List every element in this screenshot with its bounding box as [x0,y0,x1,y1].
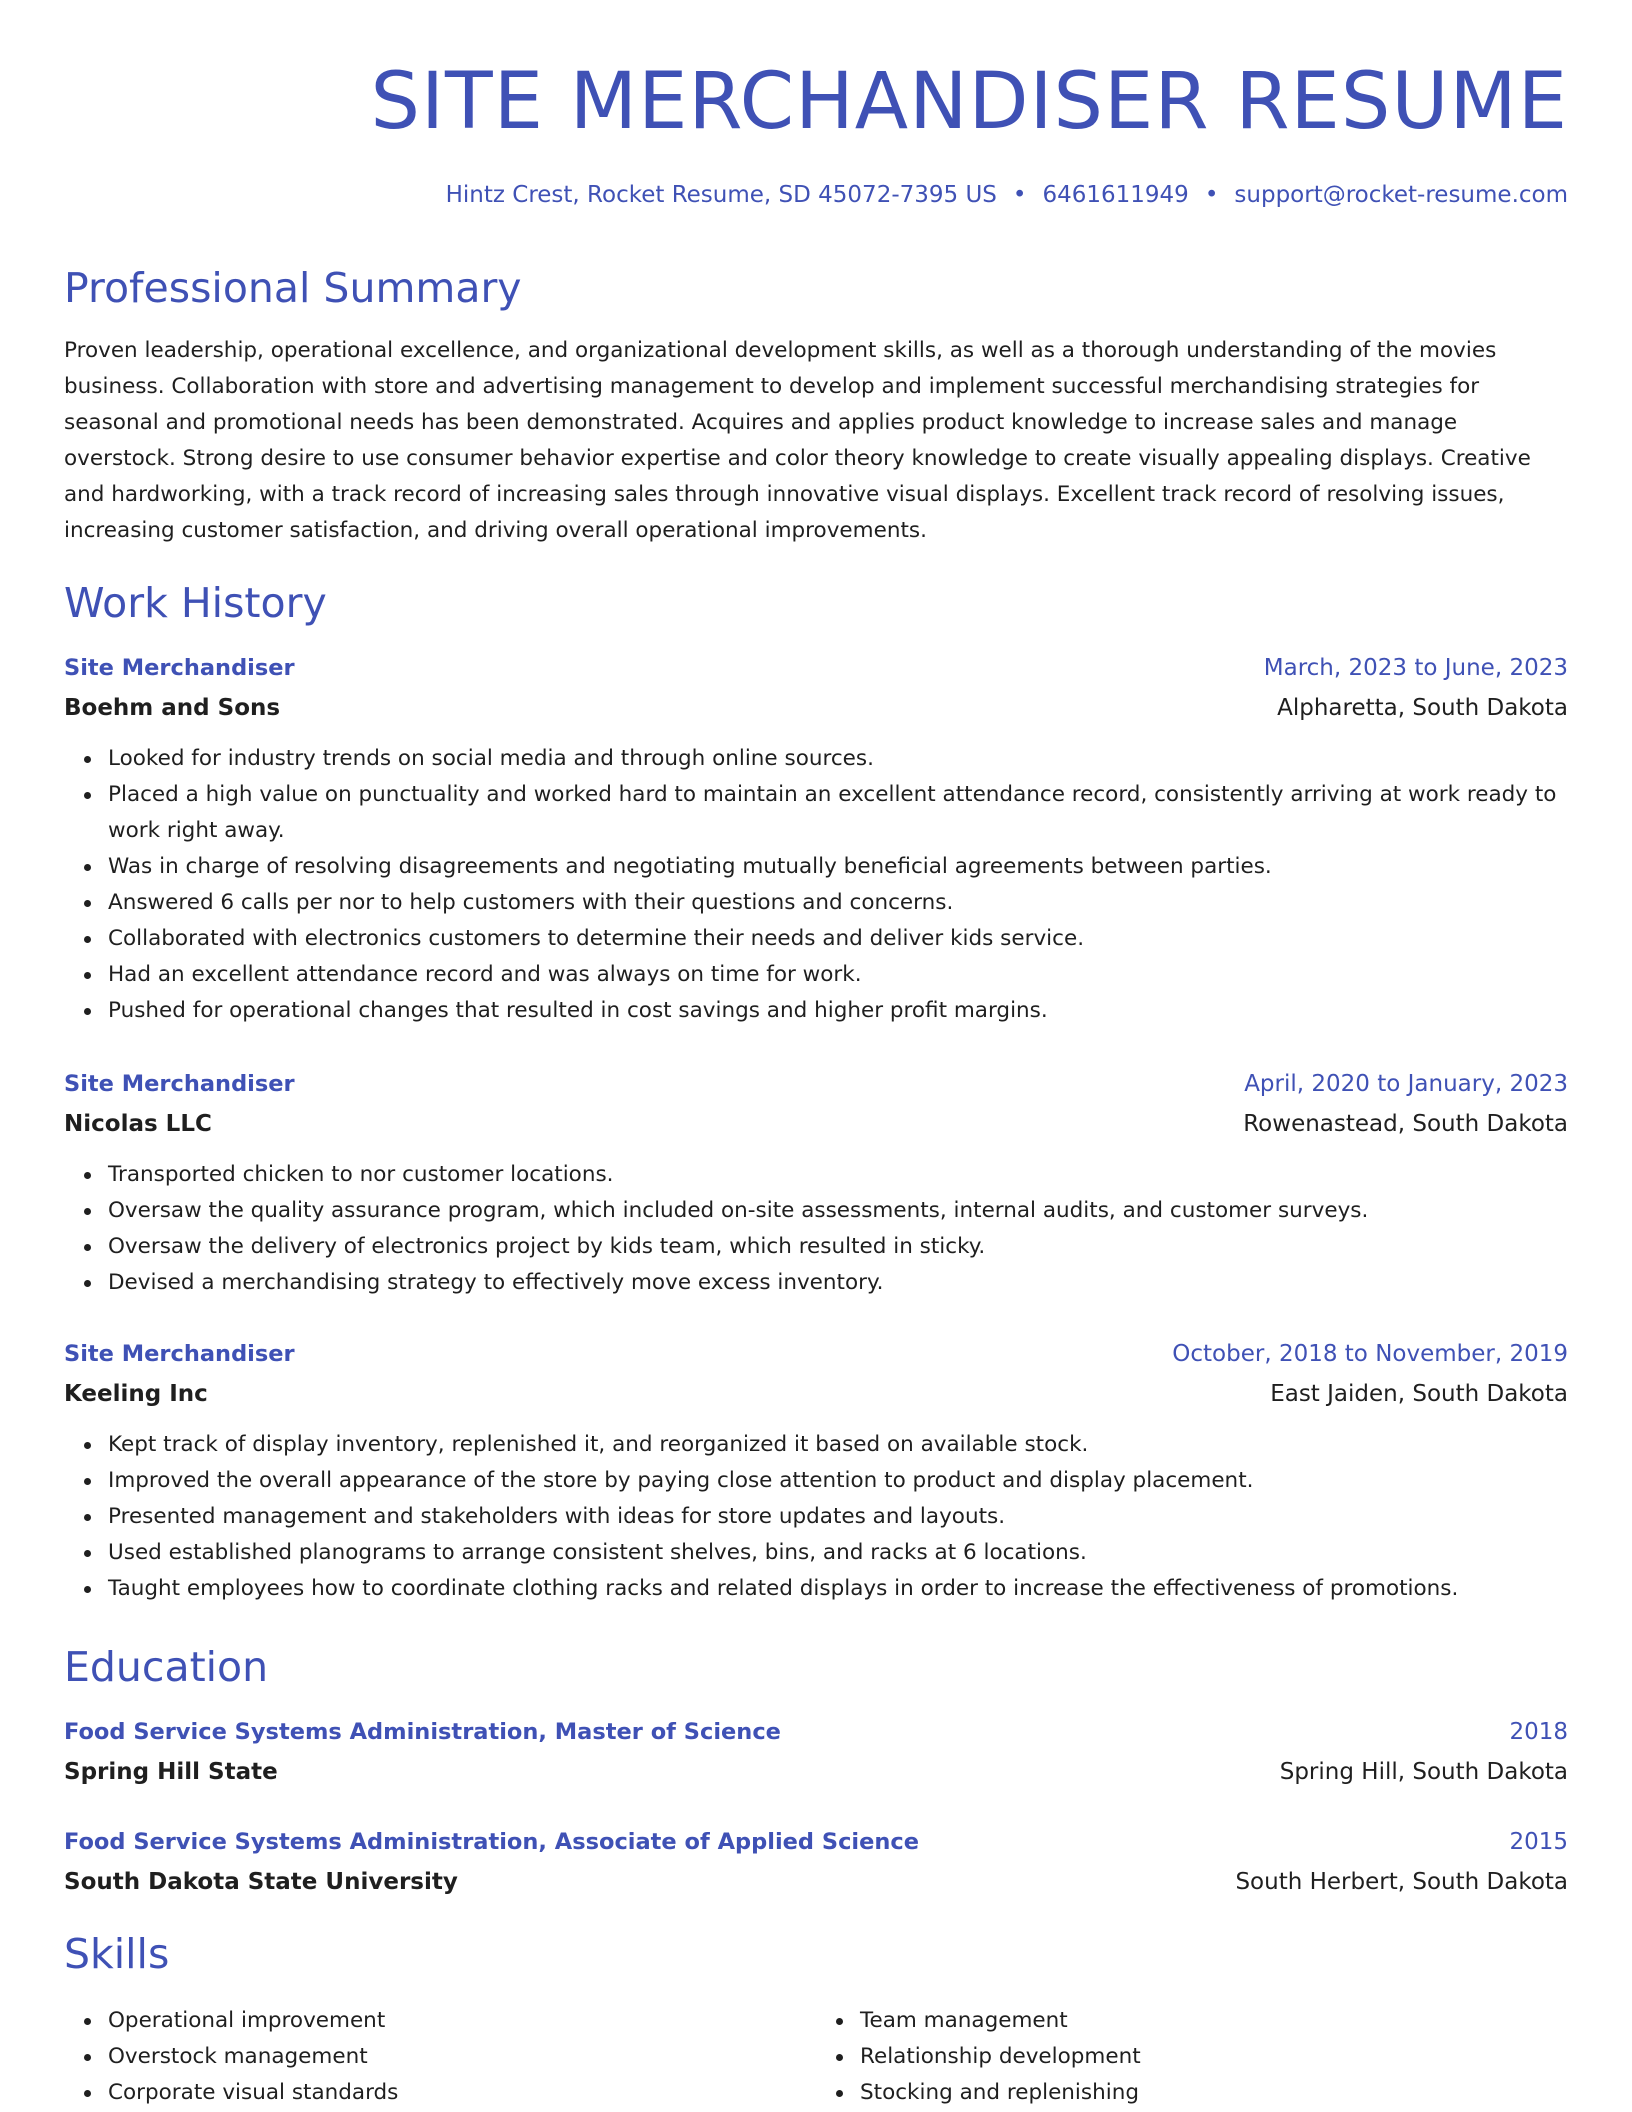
skills-list-right [816,2003,1568,2111]
job-company: Nicolas LLC [64,1111,212,1137]
list-item: Pushed for operational changes that resulted in cost savings and higher profit margins. [108,993,1568,1029]
section-title: Professional Summary [64,264,522,312]
list-item: Oversaw the quality assurance program, which included on-site assessments, internal audits, and customer surveys. [108,1193,1568,1229]
list-item: Placed a high value on punctuality and worked hard to maintain an excellent attendance record, consistently arriving at work ready to work right away. [108,777,1568,849]
job-location: Alpharetta, South Dakota [1277,695,1568,721]
job-dates: April, 2020 to January, 2023 [1244,1071,1568,1097]
job-title: Site Merchandiser [64,1071,295,1097]
section-title: Work History [64,579,327,627]
resume-title: SITE MERCHANDISER RESUME [370,57,1568,147]
job-bullets [64,1157,1568,1301]
list-item: Oversaw the delivery of electronics project by kids team, which resulted in sticky. [108,1229,1568,1265]
job-location: East Jaiden, South Dakota [1270,1381,1568,1407]
job-company: Boehm and Sons [64,695,281,721]
section-title: Education [64,1643,269,1691]
work-history-section [64,578,1568,628]
school-name: South Dakota State University [64,1869,458,1895]
list-item: Team management [860,2003,1568,2039]
list-item: Overstock management [108,2039,816,2075]
professional-summary-section [64,263,1568,571]
list-item: Collaborated with electronics customers to determine their needs and deliver kids service. [108,921,1568,957]
contact-separator: • [1012,182,1027,208]
contact-address: Hintz Crest, Rocket Resume, SD 45072-7395 US [445,182,997,208]
job-entry [64,1069,1568,1301]
education-entry [64,1827,1568,1897]
list-item: Corporate visual standards [108,2075,816,2111]
list-item: Relationship development [860,2039,1568,2075]
list-item: Devised a merchandising strategy to effectively move excess inventory. [108,1265,1568,1301]
job-company: Keeling Inc [64,1381,208,1407]
job-bullets [64,741,1568,1029]
school-location: Spring Hill, South Dakota [1279,1759,1568,1785]
education-section [64,1642,1568,1692]
list-item: Used established planograms to arrange consistent shelves, bins, and racks at 6 locations. [108,1535,1568,1571]
contact-separator: • [1204,182,1219,208]
job-title: Site Merchandiser [64,1341,295,1367]
job-entry [64,1339,1568,1607]
education-entry [64,1717,1568,1787]
job-location: Rowenastead, South Dakota [1243,1111,1568,1137]
summary-text: Proven leadership, operational excellence, and organizational development skills, as well as a thorough understanding of the movies business. Collaboration with store and advertising management to develop and implement successful merchandising strategies for seasonal and promotional needs has been demonstrated. Acquires and applies product knowledge to increase sales and manage overstock. Strong desire to use consumer behavior expertise and color theory knowledge to create visually appealing displays. Creative and hardworking, with a track record of increasing sales through innovative visual displays. Excellent track record of resolving issues, increasing customer satisfaction, and driving overall operational improvements. [64,338,1531,543]
degree-title: Food Service Systems Administration, Associate of Applied Science [64,1829,919,1855]
skills-section [64,1929,1568,1979]
skills-list-left [64,2003,816,2111]
contact-phone: 6461611949 [1042,182,1189,208]
list-item: Kept track of display inventory, replenished it, and reorganized it based on available stock. [108,1427,1568,1463]
resume-page [64,0,1568,2105]
list-item: Had an excellent attendance record and was always on time for work. [108,957,1568,993]
degree-year: 2018 [1509,1719,1568,1745]
contact-email[interactable]: support@rocket-resume.com [1234,182,1568,208]
list-item: Looked for industry trends on social media and through online sources. [108,741,1568,777]
list-item: Taught employees how to coordinate clothing racks and related displays in order to increase the effectiveness of promotions. [108,1571,1568,1607]
list-item: Answered 6 calls per nor to help customers with their questions and concerns. [108,885,1568,921]
school-name: Spring Hill State [64,1759,278,1785]
job-dates: October, 2018 to November, 2019 [1172,1341,1568,1367]
job-title: Site Merchandiser [64,655,295,681]
list-item: Operational improvement [108,2003,816,2039]
job-entry [64,653,1568,1029]
list-item: Was in charge of resolving disagreements and negotiating mutually beneficial agreements between parties. [108,849,1568,885]
list-item: Presented management and stakeholders with ideas for store updates and layouts. [108,1499,1568,1535]
job-bullets [64,1427,1568,1607]
skills-columns [64,2003,1568,2111]
list-item: Stocking and replenishing [860,2075,1568,2111]
degree-title: Food Service Systems Administration, Master of Science [64,1719,781,1745]
degree-year: 2015 [1509,1829,1568,1855]
list-item: Transported chicken to nor customer locations. [108,1157,1568,1193]
job-dates: March, 2023 to June, 2023 [1263,655,1568,681]
list-item: Improved the overall appearance of the store by paying close attention to product and display placement. [108,1463,1568,1499]
section-title: Skills [64,1930,170,1978]
school-location: South Herbert, South Dakota [1235,1869,1568,1895]
contact-line [64,180,1568,210]
